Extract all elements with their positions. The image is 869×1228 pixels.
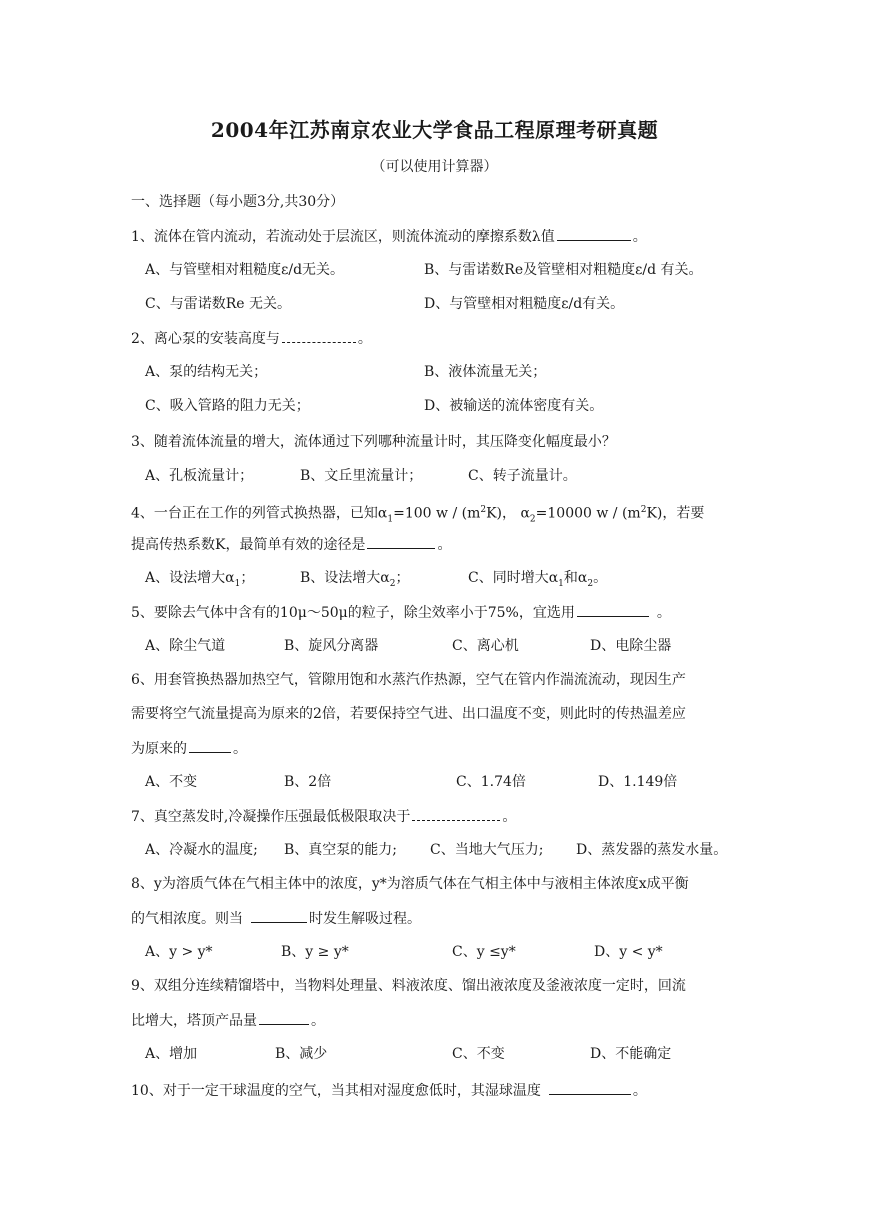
question-4-line-2 (131, 534, 451, 555)
q4-text-part: 4、一台正在工作的列管式换热器，已知α (131, 505, 388, 522)
q2-option-b: B、液体流量无关； (424, 364, 547, 380)
q2-option-a: A、泵的结构无关； (145, 364, 268, 380)
q9-option-b: B、减少 (275, 1046, 328, 1062)
question-6-line-3 (131, 738, 247, 759)
page-title: 2004年江苏南京农业大学食品工程原理考研真题 (210, 118, 659, 142)
answer-blank (259, 1010, 309, 1025)
question-7-text: 7、真空蒸发时,冷凝操作压强最低极限取决于 (131, 809, 411, 825)
q4-subscript: 1 (234, 578, 241, 589)
question-7-end: 。 (502, 809, 517, 825)
answer-blank (412, 806, 500, 821)
q7-option-d: D、蒸发器的蒸发水量。 (576, 842, 728, 858)
q6-option-d: D、1.149倍 (598, 774, 678, 790)
question-9-line-2 (131, 1010, 325, 1031)
q4-option-c (468, 568, 607, 594)
q4-b-text: ； (395, 570, 410, 586)
q8-option-b: B、y ≥ y* (281, 944, 349, 960)
question-9-line-1: 9、双组分连续精馏塔中，当物料处理量、料液浓度、馏出液浓度及釜液浓度一定时，回流 (131, 978, 686, 994)
page-subtitle: （可以使用计算器） (371, 159, 498, 175)
question-10-text: 10、对于一定干球温度的空气，当其相对湿度愈低时，其湿球温度 (131, 1083, 541, 1099)
question-2-text: 2、离心泵的安装高度与 (131, 331, 280, 347)
q4-a-text: ； (240, 570, 255, 586)
q1-option-d: D、与管壁相对粗糙度ε/d有关。 (424, 296, 625, 312)
q4-c-text: C、同时增大α (468, 570, 559, 586)
q4-text-part: K)，若要 (646, 505, 705, 522)
q8-text-part: 时发生解吸过程。 (309, 911, 421, 927)
q4-text-part: =100 w / (m (393, 505, 481, 522)
q9-option-a: A、增加 (145, 1046, 198, 1062)
q2-option-d: D、被输送的流体密度有关。 (424, 398, 604, 414)
question-10 (131, 1080, 647, 1101)
question-4-line-1 (131, 500, 704, 529)
question-8-line-2 (131, 908, 421, 929)
q1-option-c: C、与雷诺数Re 无关。 (145, 296, 291, 312)
q8-option-d: D、y < y* (594, 944, 663, 960)
question-1-end: 。 (632, 229, 647, 245)
question-6-line-1: 6、用套管换热器加热空气，管隙用饱和水蒸汽作热源，空气在管内作湍流流动，现因生产 (131, 672, 686, 688)
answer-blank (557, 226, 631, 241)
question-5-text: 5、要除去气体中含有的10μ～50μ的粒子，除尘效率小于75%，宜选用 (131, 605, 575, 621)
q4-text-part: 提高传热系数K，最简单有效的途径是 (131, 537, 366, 553)
answer-blank (549, 1080, 631, 1095)
question-5-end: 。 (656, 605, 671, 621)
q9-option-d: D、不能确定 (590, 1046, 672, 1062)
q3-option-a: A、孔板流量计； (145, 468, 254, 484)
question-1 (131, 226, 647, 247)
question-5 (131, 602, 671, 623)
q5-option-a: A、除尘气道 (145, 638, 226, 654)
q4-text-part: =10000 w / (m (535, 505, 641, 522)
q6-text-part: 为原来的 (131, 741, 187, 757)
q5-option-d: D、电除尘器 (590, 638, 672, 654)
question-6-line-2: 需要将空气流量提高为原来的2倍，若要保持空气进、出口温度不变，则此时的传热温差应 (131, 706, 686, 722)
q9-end: 。 (311, 1013, 325, 1029)
q6-end: 。 (233, 741, 247, 757)
question-3: 3、随着流体流量的增大，流体通过下列哪种流量计时，其压降变化幅度最小？ (131, 434, 616, 450)
q6-option-c: C、1.74倍 (456, 774, 526, 790)
q4-c-text: 和α (563, 570, 588, 586)
q4-option-b (300, 568, 409, 594)
q5-option-b: B、旋风分离器 (284, 638, 379, 654)
q1-option-a: A、与管壁相对粗糙度ε/d无关。 (145, 262, 345, 278)
question-2 (131, 328, 372, 349)
answer-blank (251, 908, 307, 923)
q4-subscript: 1 (387, 514, 394, 525)
answer-blank (367, 534, 435, 549)
q4-subscript: 2 (587, 578, 594, 589)
q4-c-text: 。 (593, 570, 608, 586)
q7-option-b: B、真空泵的能力; (284, 842, 398, 858)
answer-blank (282, 328, 356, 343)
q4-text-part: K)， α (486, 505, 530, 522)
question-8-line-1: 8、y为溶质气体在气相主体中的浓度，y*为溶质气体在气相主体中与液相主体浓度x成平衡 (131, 876, 689, 892)
q4-end: 。 (437, 537, 452, 553)
q4-a-text: A、设法增大α (145, 570, 235, 586)
q4-subscript: 2 (529, 514, 536, 525)
question-2-end: 。 (357, 331, 372, 347)
q5-option-c: C、离心机 (452, 638, 519, 654)
q6-option-a: A、不变 (145, 774, 198, 790)
q4-subscript: 2 (389, 578, 396, 589)
q7-option-a: A、冷凝水的温度; (145, 842, 258, 858)
answer-blank (189, 738, 231, 753)
answer-blank (577, 602, 649, 617)
question-7 (131, 806, 516, 827)
q1-option-b: B、与雷诺数Re及管壁相对粗糙度ε/d 有关。 (424, 262, 703, 278)
q8-option-c: C、y ≤y* (452, 944, 516, 960)
q4-superscript: 2 (640, 505, 647, 515)
q4-b-text: B、设法增大α (300, 570, 390, 586)
q2-option-c: C、吸入管路的阻力无关； (145, 398, 310, 414)
q3-option-c: C、转子流量计。 (468, 468, 577, 484)
q4-subscript: 1 (558, 578, 564, 589)
q4-option-a (145, 568, 254, 594)
q7-option-c: C、当地大气压力; (430, 842, 544, 858)
q3-option-b: B、文丘里流量计； (300, 468, 423, 484)
q4-superscript: 2 (480, 505, 487, 515)
question-1-text: 1、流体在管内流动，若流动处于层流区，则流体流动的摩擦系数λ值 (131, 229, 555, 245)
q8-text-part: 的气相浓度。则当 (131, 911, 243, 927)
section-heading: 一、选择题（每小题3分,共30分） (131, 194, 345, 210)
q9-text-part: 比增大，塔顶产品量 (131, 1013, 257, 1029)
q9-option-c: C、不变 (452, 1046, 505, 1062)
q8-option-a: A、y > y* (145, 944, 213, 960)
question-10-end: 。 (632, 1083, 647, 1099)
q6-option-b: B、2倍 (284, 774, 332, 790)
